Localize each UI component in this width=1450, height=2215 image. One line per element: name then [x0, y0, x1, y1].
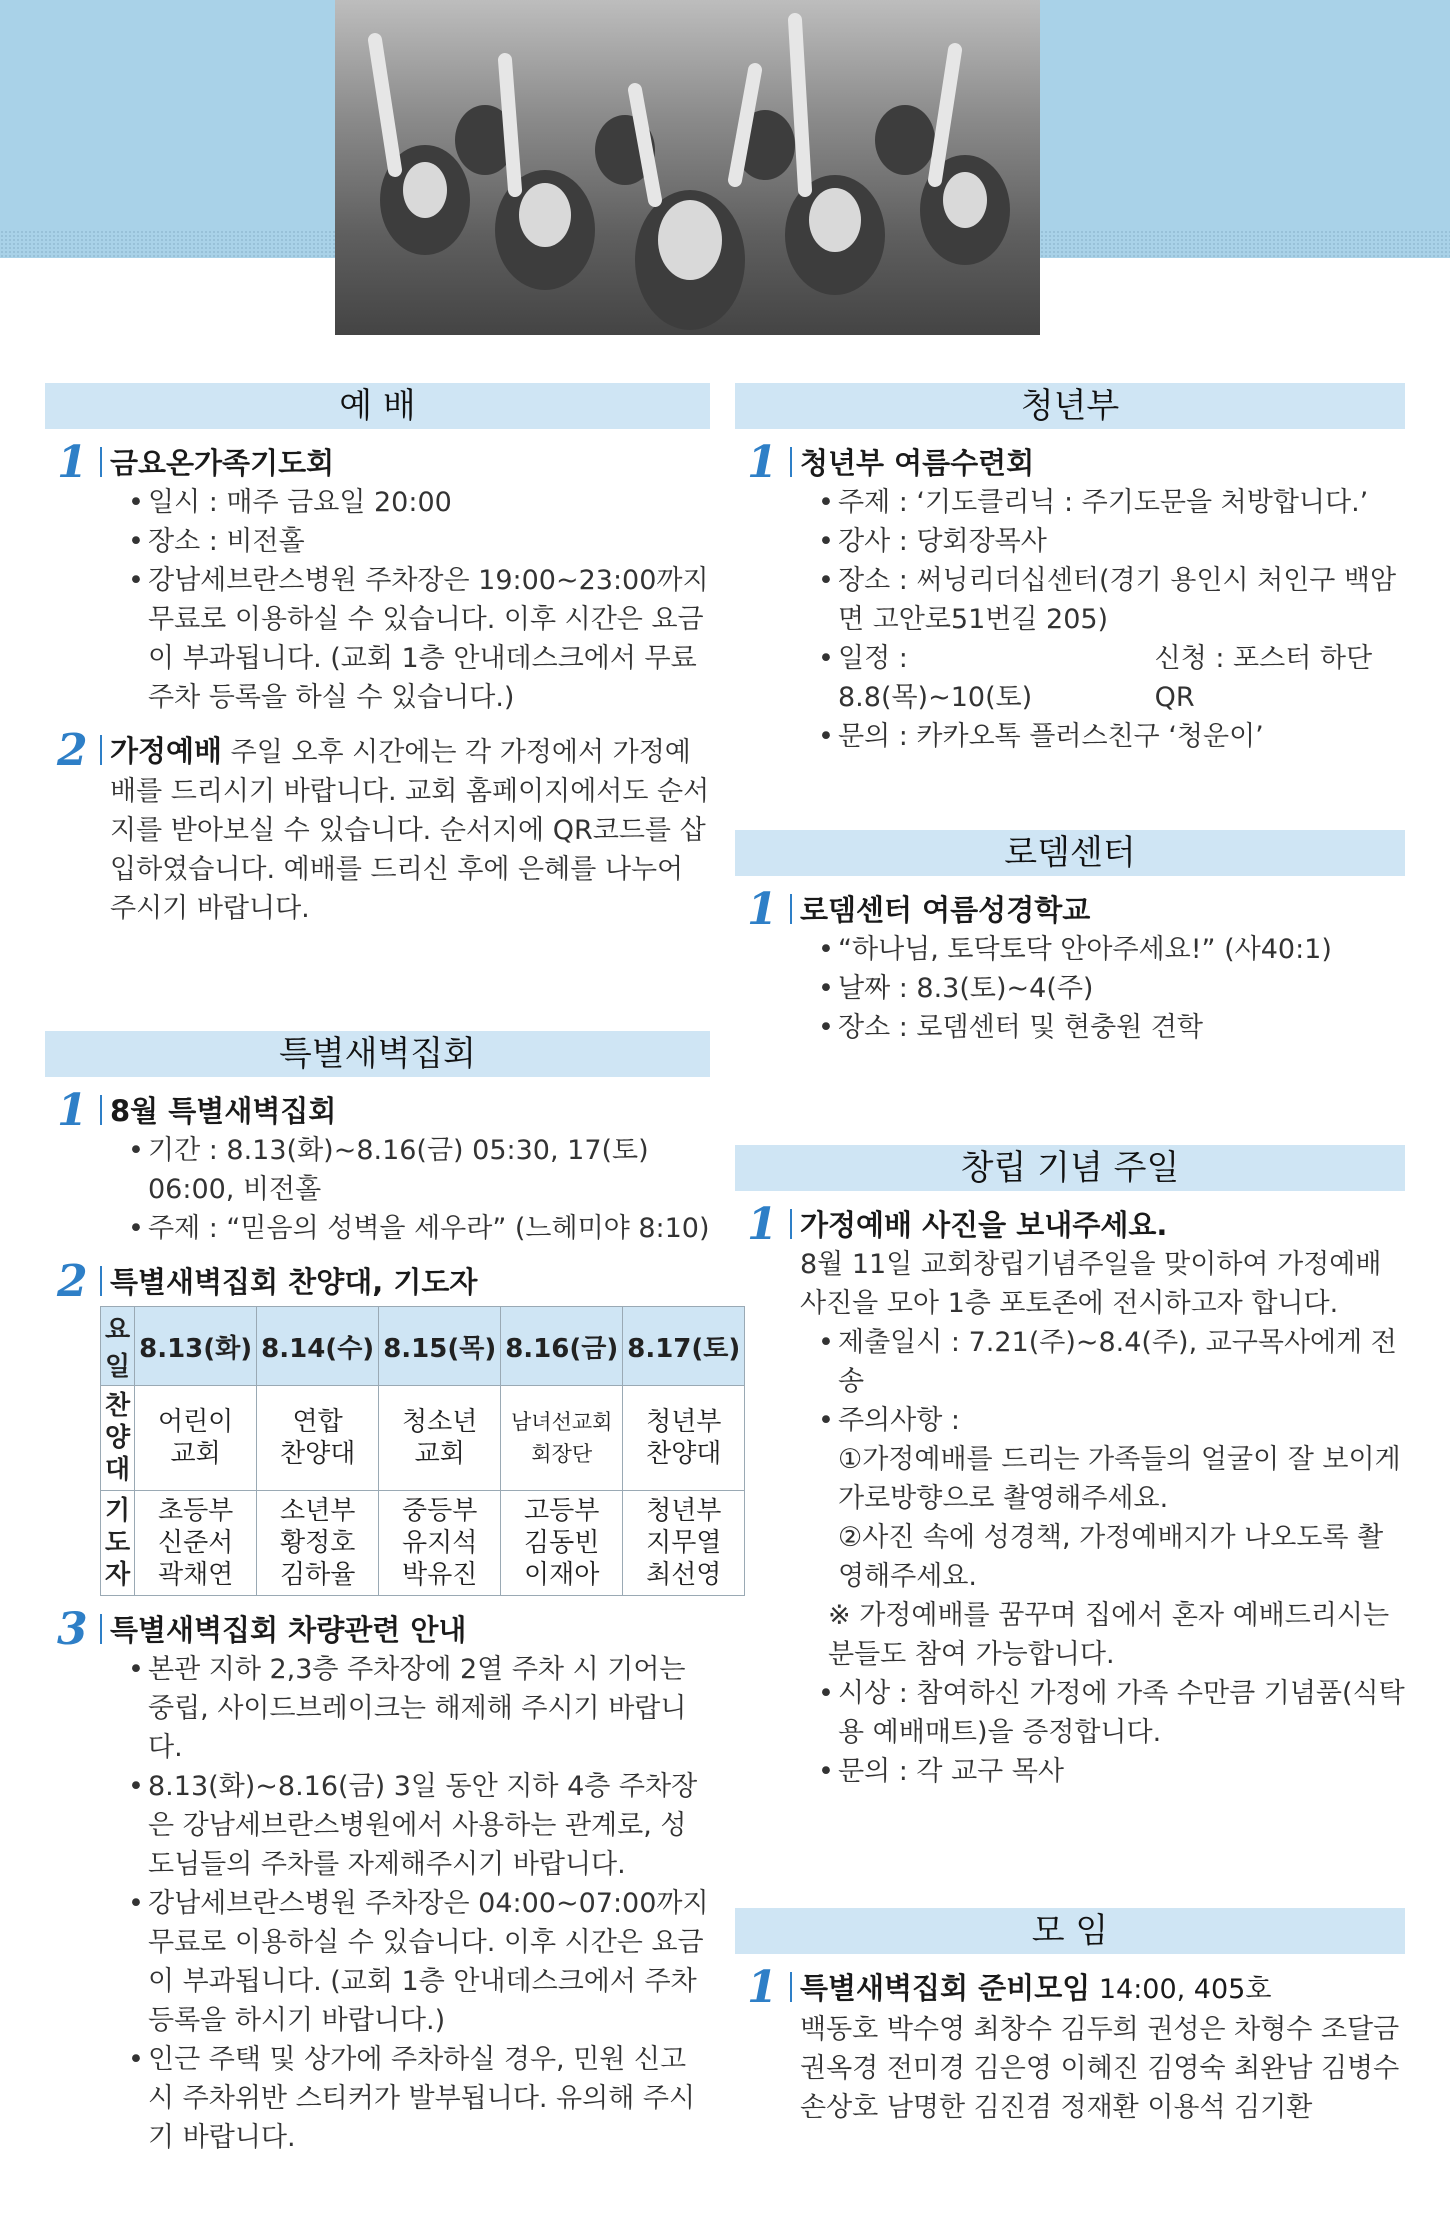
item-number: 1: [747, 437, 778, 488]
list-item: • 강사 : 당회장목사: [818, 522, 1405, 561]
caution-item: ②사진 속에 성경책, 가정예배지가 나오도록 촬영해주세요.: [838, 1522, 1384, 1592]
table-header-row: [101, 1307, 745, 1386]
cell-line: 연합: [292, 1407, 343, 1437]
item-title: 8월 특별새벽집회: [110, 1094, 337, 1128]
meeting-time: 14:00, 405호: [1090, 1974, 1272, 2005]
list-item: • 강남세브란스병원 주차장은 19:00~23:00까지 무료로 이용하실 수 있습니다. 이후 시간은 요금이 부과됩니다. (교회 1층 안내데스크에서 무료주차 등록을 하실 수 있습니다.): [128, 561, 710, 717]
number-divider: [790, 1972, 792, 2002]
cell-line: 초등부: [157, 1496, 234, 1526]
item-number: 1: [57, 437, 88, 488]
table-header-cell: 요일: [101, 1307, 135, 1386]
cell-line: 곽채연: [157, 1560, 234, 1590]
dawn-item-3: [45, 1604, 710, 2157]
cell-line: 청소년: [402, 1407, 478, 1437]
number-divider: [790, 1209, 792, 1239]
list-item: • 장소 : 로뎀센터 및 현충원 견학: [818, 1008, 1405, 1047]
table-cell: [135, 1491, 257, 1596]
cell-line: 박유진: [402, 1560, 478, 1590]
list-item: • 8.13(화)~8.16(금) 3일 동안 지하 4층 주차장은 강남세브란스병원에서 사용하는 관계로, 성도님들의 주차를 자제해주시기 바랍니다.: [128, 1767, 710, 1884]
worship-header: 예 배: [45, 383, 710, 429]
cell-line: 청년부: [646, 1496, 722, 1526]
item-title: 가정예배 사진을 보내주세요.: [800, 1208, 1168, 1242]
number-divider: [790, 447, 792, 477]
item-number: 1: [747, 884, 778, 935]
item-title: 가정예배: [110, 734, 223, 768]
cell-line: 최선영: [646, 1560, 722, 1590]
cell-line: 회장단: [531, 1442, 593, 1466]
dawn-item-1: [45, 1085, 710, 1248]
cell-line: 이재아: [524, 1560, 600, 1590]
cell-line: 중등부: [402, 1496, 478, 1526]
table-header-cell: 8.17(토): [623, 1307, 745, 1386]
cell-line: 교회: [170, 1439, 221, 1469]
table-cell: [379, 1491, 501, 1596]
cell-line: 어린이: [157, 1407, 234, 1437]
anniversary-header: 창립 기념 주일: [735, 1145, 1405, 1191]
meeting-section: [735, 1908, 1405, 2141]
number-divider: [100, 1614, 102, 1644]
cell-line: 신준서: [157, 1528, 234, 1558]
worship-section: [45, 383, 710, 942]
bullet-list: [110, 483, 710, 717]
item-title: 특별새벽집회 차량관련 안내: [110, 1613, 467, 1647]
apply-text: 신청 : 포스터 하단 QR: [1154, 643, 1373, 713]
item-number: 1: [747, 1199, 778, 1250]
item-number: 3: [57, 1604, 88, 1655]
bullet-list: [800, 483, 1405, 756]
anniversary-section: [735, 1145, 1405, 1805]
worship-item-2: [45, 725, 710, 928]
meeting-item-1: [735, 1962, 1405, 2127]
bullet-list: [110, 1131, 710, 1248]
list-item: • 문의 : 각 교구 목사: [818, 1752, 1405, 1791]
item-text: 주일 오후 시간에는 각 가정에서 가정예배를 드리시기 바랍니다. 교회 홈페이지에서도 순서지를 받아보실 수 있습니다. 순서지에 QR코드를 삽입하였습니다. 예배를 드리신 후에 은혜를 나누어 주시기 바랍니다.: [110, 737, 710, 924]
item-title-row: [800, 1968, 1405, 2010]
list-item: • 제출일시 : 7.21(주)~8.4(주), 교구목사에게 전송: [818, 1323, 1405, 1401]
table-header-cell: 8.16(금): [501, 1307, 623, 1386]
list-item: • 장소 : 써닝리더십센터(경기 용인시 처인구 백암면 고안로51번길 205): [818, 561, 1405, 639]
number-divider: [100, 1266, 102, 1296]
raised-hands-illustration: [335, 0, 1040, 335]
list-item: [818, 639, 1405, 717]
table-header-cell: 8.14(수): [257, 1307, 379, 1386]
list-item: • 장소 : 비전홀: [128, 522, 710, 561]
youth-item-1: [735, 437, 1405, 756]
list-item: • 본관 지하 2,3층 주차장에 2열 주차 시 기어는 중립, 사이드브레이크는 해제해 주시기 바랍니다.: [128, 1650, 710, 1767]
caution-item: ①가정예배를 드리는 가족들의 얼굴이 잘 보이게 가로방향으로 촬영해주세요.: [838, 1444, 1401, 1514]
list-item: • 문의 : 카카오톡 플러스친구 ‘청운이’: [818, 717, 1405, 756]
table-cell: [623, 1491, 745, 1596]
lodem-section: [735, 830, 1405, 1061]
item-number: 1: [747, 1962, 778, 2013]
number-divider: [100, 735, 102, 765]
item-paragraph: [45, 731, 710, 928]
cell-line: 지무열: [646, 1528, 722, 1558]
list-item: • 날짜 : 8.3(토)~4(주): [818, 969, 1405, 1008]
cell-line: 찬양대: [646, 1439, 722, 1469]
number-divider: [100, 447, 102, 477]
schedule-table: [100, 1306, 745, 1596]
cell-line: 김하율: [279, 1560, 356, 1590]
item-number: 2: [57, 725, 88, 776]
lodem-item-1: [735, 884, 1405, 1047]
table-cell: [501, 1386, 623, 1491]
table-row-prayer: [101, 1491, 745, 1596]
item-title: 특별새벽집회 준비모임: [800, 1971, 1091, 2005]
cell-line: 찬양대: [279, 1439, 356, 1469]
table-cell: [501, 1491, 623, 1596]
item-title: 청년부 여름수련회: [800, 446, 1035, 480]
item-number: 1: [57, 1085, 88, 1136]
cell-line: 황정호: [279, 1528, 356, 1558]
item-title: 로뎀센터 여름성경학교: [800, 893, 1091, 927]
cell-line: 고등부: [524, 1496, 600, 1526]
intro-paragraph: 8월 11일 교회창립기념주일을 맞이하여 가정예배 사진을 모아 1층 포토존에 전시하고자 합니다.: [800, 1249, 1382, 1319]
youth-section: [735, 383, 1405, 770]
lodem-header: 로뎀센터: [735, 830, 1405, 876]
number-divider: [790, 894, 792, 924]
schedule-apply-row: [838, 639, 1405, 717]
list-item: • 일시 : 매주 금요일 20:00: [128, 483, 710, 522]
cell-line: 김동빈: [524, 1528, 600, 1558]
table-header-cell: 8.13(화): [135, 1307, 257, 1386]
bullet-list: [800, 1323, 1405, 1440]
item-number: 2: [57, 1256, 88, 1307]
dawn-header: 특별새벽집회: [45, 1031, 710, 1077]
list-item: • “하나님, 토닥토닥 안아주세요!” (사40:1): [818, 930, 1405, 969]
table-cell: [257, 1491, 379, 1596]
table-header-cell: 8.15(목): [379, 1307, 501, 1386]
item-title: 금요온가족기도회: [110, 446, 335, 480]
bullet-list: [800, 930, 1405, 1047]
note-text: ※ 가정예배를 꿈꾸며 집에서 혼자 예배드리시는 분들도 참여 가능합니다.: [828, 1600, 1390, 1670]
dawn-section: [45, 1031, 741, 2171]
list-item: • 시상 : 참여하신 가정에 가족 수만큼 기념품(식탁용 예배매트)을 증정합니다.: [818, 1674, 1405, 1752]
bullet-list: [800, 1674, 1405, 1791]
bullet-list: [110, 1650, 710, 2157]
table-cell: [379, 1386, 501, 1491]
dawn-item-2: [45, 1256, 741, 1596]
row-label: 찬양대: [101, 1386, 135, 1491]
table-cell: [135, 1386, 257, 1491]
list-item: • 주의사항 :: [818, 1401, 1405, 1440]
worship-item-1: [45, 437, 710, 717]
list-item: • 주제 : ‘기도클리닉 : 주기도문을 처방합니다.’: [818, 483, 1405, 522]
youth-header: 청년부: [735, 383, 1405, 429]
worship-crowd-photo: [335, 0, 1040, 335]
cell-line: 청년부: [646, 1407, 722, 1437]
list-item: • 기간 : 8.13(화)~8.16(금) 05:30, 17(토) 06:00, 비전홀: [128, 1131, 710, 1209]
cell-line: 남녀선교회: [511, 1410, 613, 1434]
table-cell: [623, 1386, 745, 1491]
cell-line: 교회: [414, 1439, 465, 1469]
schedule-text: • 일정 : 8.8(목)~10(토): [838, 643, 1033, 713]
table-cell: [257, 1386, 379, 1491]
meeting-header: 모 임: [735, 1908, 1405, 1954]
table-row-choir: [101, 1386, 745, 1491]
row-label: 기도자: [101, 1491, 135, 1596]
list-item: • 인근 주택 및 상가에 주차하실 경우, 민원 신고시 주차위반 스티커가 발부됩니다. 유의해 주시기 바랍니다.: [128, 2040, 710, 2157]
list-item: • 강남세브란스병원 주차장은 04:00~07:00까지 무료로 이용하실 수 있습니다. 이후 시간은 요금이 부과됩니다. (교회 1층 안내데스크에서 주차 등록을 하시기 바랍니다.): [128, 1884, 710, 2040]
anniversary-item-1: [735, 1199, 1405, 1791]
number-divider: [100, 1095, 102, 1125]
cell-line: 유지석: [402, 1528, 478, 1558]
list-item: • 주제 : “믿음의 성벽을 세우라” (느헤미야 8:10): [128, 1209, 710, 1248]
item-title: 특별새벽집회 찬양대, 기도자: [110, 1265, 478, 1299]
cell-line: 소년부: [279, 1496, 356, 1526]
member-names: 백동호 박수영 최창수 김두희 권성은 차형수 조달금 권옥경 전미경 김은영 이혜진 김영숙 최완남 김병수 손상호 남명한 김진겸 정재환 이용석 김기환: [800, 2014, 1400, 2123]
